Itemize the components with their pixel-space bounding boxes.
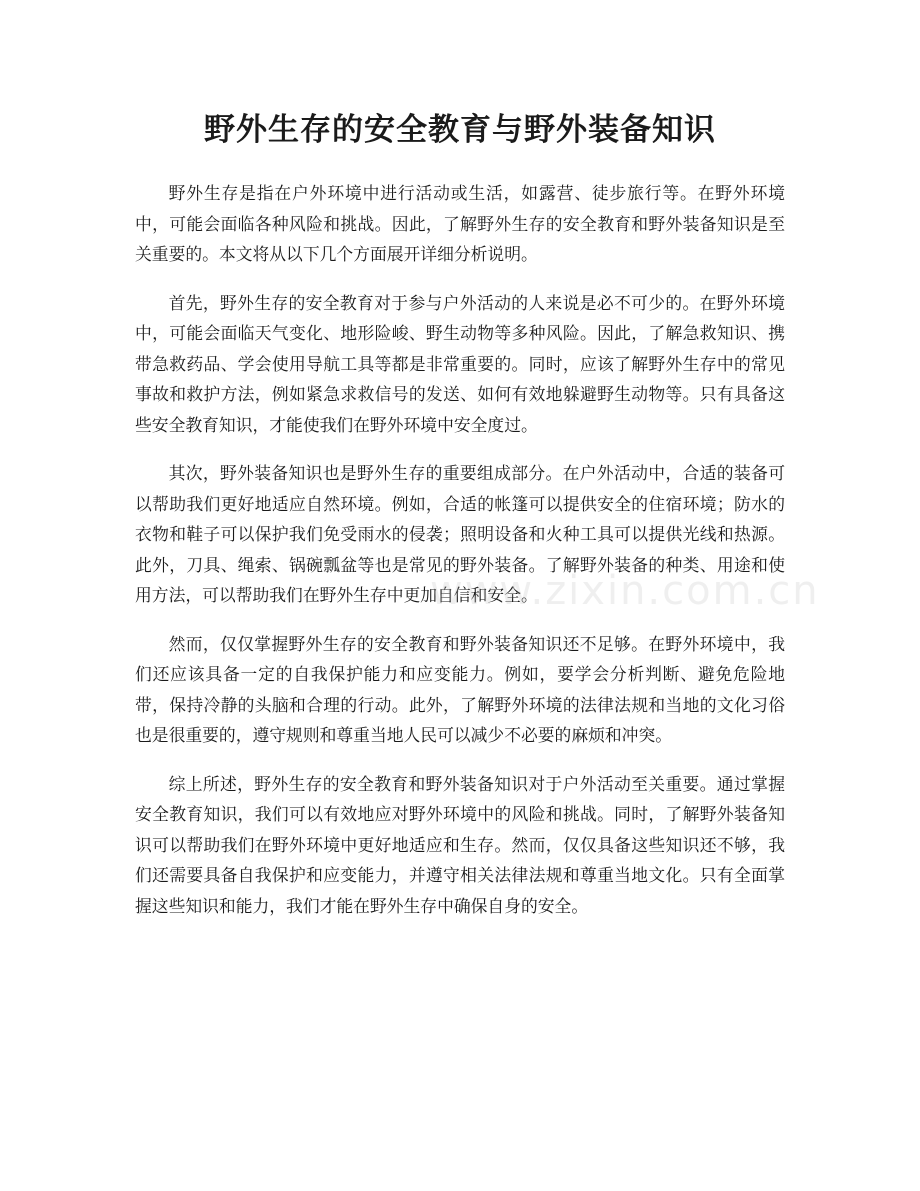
paragraph-5: 综上所述，野外生存的安全教育和野外装备知识对于户外活动至关重要。通过掌握安全教育知识，我们可以有效地应对野外环境中的风险和挑战。同时，了解野外装备知识可以帮助我们在野外环境中更好地适应和生存。然而，仅仅具备这些知识还不够，我们还需要具备自我保护和应变能力，并遵守相关法律法规和尊重当地文化。只有全面掌握这些知识和能力，我们才能在野外生存中确保自身的安全。 xyxy=(135,773,785,916)
paragraph-2: 首先，野外生存的安全教育对于参与户外活动的人来说是必不可少的。在野外环境中，可能会面临天气变化、地形险峻、野生动物等多种风险。因此，了解急救知识、携带急救药品、学会使用导航工具等都是非常重要的。同时，应该了解野外生存中的常见事故和救护方法，例如紧急求救信号的发送、如何有效地躲避野生动物等。只有具备这些安全教育知识，才能使我们在野外环境中安全度过。 xyxy=(135,292,785,435)
paragraph-3: 其次，野外装备知识也是野外生存的重要组成部分。在户外活动中，合适的装备可以帮助我们更好地适应自然环境。例如，合适的帐篷可以提供安全的住宿环境；防水的衣物和鞋子可以保护我们免受雨水的侵袭；照明设备和火种工具可以提供光线和热源。此外，刀具、绳索、锅碗瓢盆等也是常见的野外装备。了解野外装备的种类、用途和使用方法，可以帮助我们在野外生存中更加自信和安全。 xyxy=(135,463,785,605)
document-body xyxy=(135,178,785,939)
document-title: 野外生存的安全教育与野外装备知识 xyxy=(204,112,716,148)
watermark: www.zixin.com.cn xyxy=(430,568,820,614)
paragraph-1: 野外生存是指在户外环境中进行活动或生活，如露营、徒步旅行等。在野外环境中，可能会面临各种风险和挑战。因此，了解野外生存的安全教育和野外装备知识是至关重要的。本文将从以下几个方面展开详细分析说明。 xyxy=(135,183,785,264)
paragraph-4: 然而，仅仅掌握野外生存的安全教育和野外装备知识还不足够。在野外环境中，我们还应该具备一定的自我保护能力和应变能力。例如，要学会分析判断、避免危险地带，保持冷静的头脑和合理的行动。此外，了解野外环境的法律法规和当地的文化习俗也是很重要的，遵守规则和尊重当地人民可以减少不必要的麻烦和冲突。 xyxy=(135,633,785,745)
